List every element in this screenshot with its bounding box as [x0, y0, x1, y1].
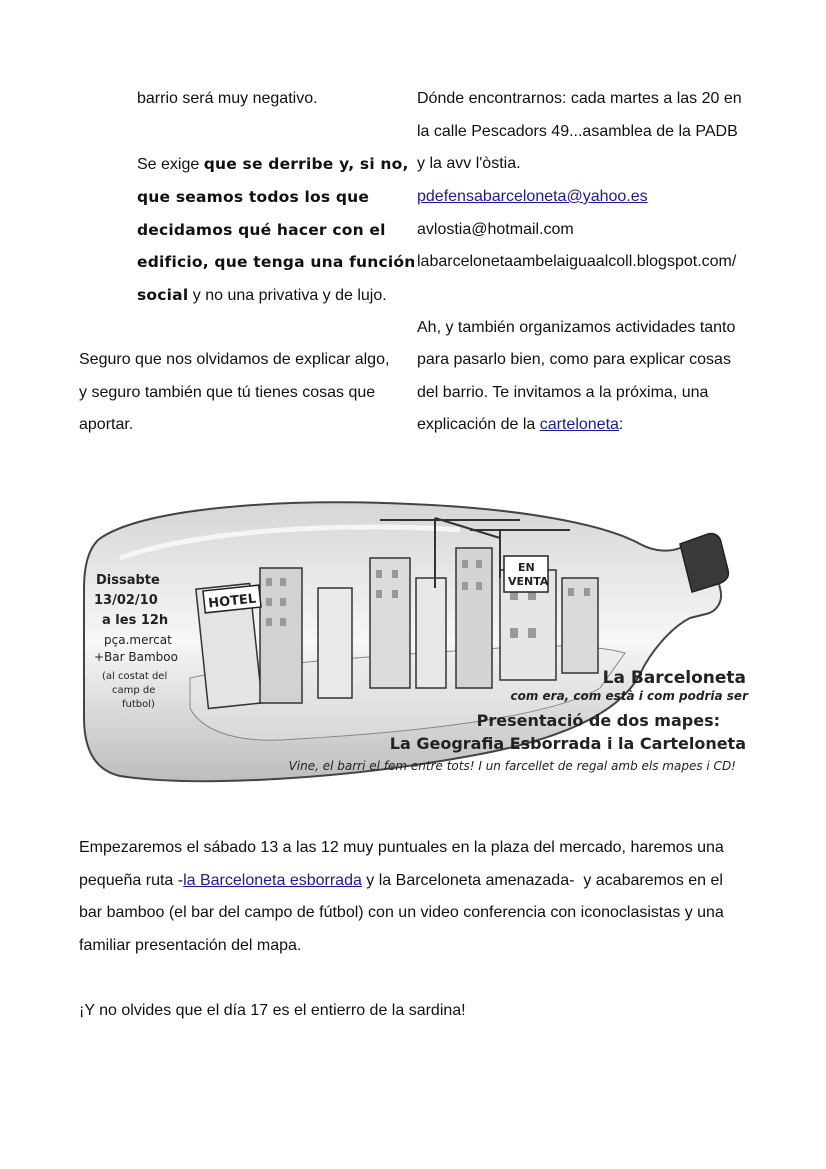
demand-bold-line: decidamos qué hacer con el: [137, 221, 386, 239]
left-text-line: barrio será muy negativo.: [137, 90, 318, 107]
poster-heading-1: Presentació de dos mapes:: [476, 711, 720, 730]
barceloneta-esborrada-link[interactable]: la Barceloneta esborrada: [183, 872, 362, 889]
activities-line-link: [417, 415, 623, 435]
activities-prefix: explicación de la: [417, 416, 540, 433]
poster-tagline: Vine, el barri el fem entre tots! I un farcellet de regal amb els mapes i CD!: [288, 759, 736, 773]
sale-sign-2: VENTA: [508, 575, 549, 588]
poster-title: La Barceloneta: [602, 668, 746, 688]
demand-bold: que se derribe y, si no,: [203, 155, 409, 173]
reminder-line: ¡Y no olvides que el día 17 es el entierro de la sardina!: [79, 1002, 466, 1019]
demand-bold-line: que seamos todos los que: [137, 188, 370, 206]
activities-line: Ah, y también organizamos actividades tanto: [417, 319, 736, 336]
demand-line-1: [137, 154, 409, 175]
activities-suffix: :: [618, 416, 624, 433]
meet-line: Dónde encontrarnos: cada martes a las 20 en: [417, 90, 742, 107]
demand-suffix: no una privativa y de lujo.: [200, 287, 387, 304]
poster-day: Dissabte: [96, 573, 160, 588]
event-line-link: [79, 871, 723, 891]
email-link[interactable]: pdefensabarceloneta@yahoo.es: [417, 188, 648, 205]
activities-line: para pasarlo bien, como para explicar cosas: [417, 351, 731, 368]
bottle-poster-illustration: [80, 478, 770, 798]
poster-date: 13/02/10: [94, 593, 158, 608]
poster-place-4: camp de: [112, 685, 156, 696]
closing-line: y seguro también que tú tienes cosas que: [79, 384, 376, 401]
email-link-padb[interactable]: [417, 187, 648, 207]
demand-bold: social: [137, 286, 189, 304]
event-suffix: y la Barceloneta amenazada- y acabaremos en el: [361, 872, 723, 889]
activities-line: del barrio. Te invitamos a la próxima, una: [417, 384, 709, 401]
event-line: Empezaremos el sábado 13 a las 12 muy puntuales en la plaza del mercado, haremos una: [79, 839, 724, 856]
demand-y: y: [188, 287, 201, 304]
event-prefix: pequeña ruta -: [79, 872, 184, 889]
closing-line: aportar.: [79, 416, 134, 433]
carteloneta-link[interactable]: carteloneta: [539, 416, 619, 433]
poster-subtitle: com era, com està i com podria ser: [510, 689, 748, 703]
sale-sign-1: EN: [518, 561, 535, 574]
demand-prefix: Se exige: [137, 156, 204, 173]
closing-line: Seguro que nos olvidamos de explicar algo,: [79, 351, 390, 368]
meet-line: la calle Pescadors 49...asamblea de la PADB: [417, 123, 738, 140]
email-avv: avlostia@hotmail.com: [417, 221, 574, 238]
poster-place-3: (al costat del: [102, 671, 168, 682]
demand-bold-line: edificio, que tenga una función: [137, 253, 416, 271]
poster-time: a les 12h: [102, 613, 169, 628]
poster-place-1: pça.mercat: [104, 633, 172, 647]
hotel-sign: HOTEL: [207, 591, 257, 612]
event-line: familiar presentación del mapa.: [79, 937, 302, 954]
poster-heading-2: La Geografia Esborrada i la Carteloneta: [389, 734, 746, 753]
meet-line: y la avv l'òstia.: [417, 155, 521, 172]
poster-place-5: futbol): [122, 699, 155, 710]
poster-place-2: +Bar Bamboo: [94, 650, 178, 664]
event-line: bar bamboo (el bar del campo de fútbol) con un video conferencia con iconoclasistas y una: [79, 904, 724, 921]
demand-line-5: [137, 285, 387, 306]
blog-address: labarcelonetaambelaiguaalcoll.blogspot.com/: [417, 253, 737, 270]
